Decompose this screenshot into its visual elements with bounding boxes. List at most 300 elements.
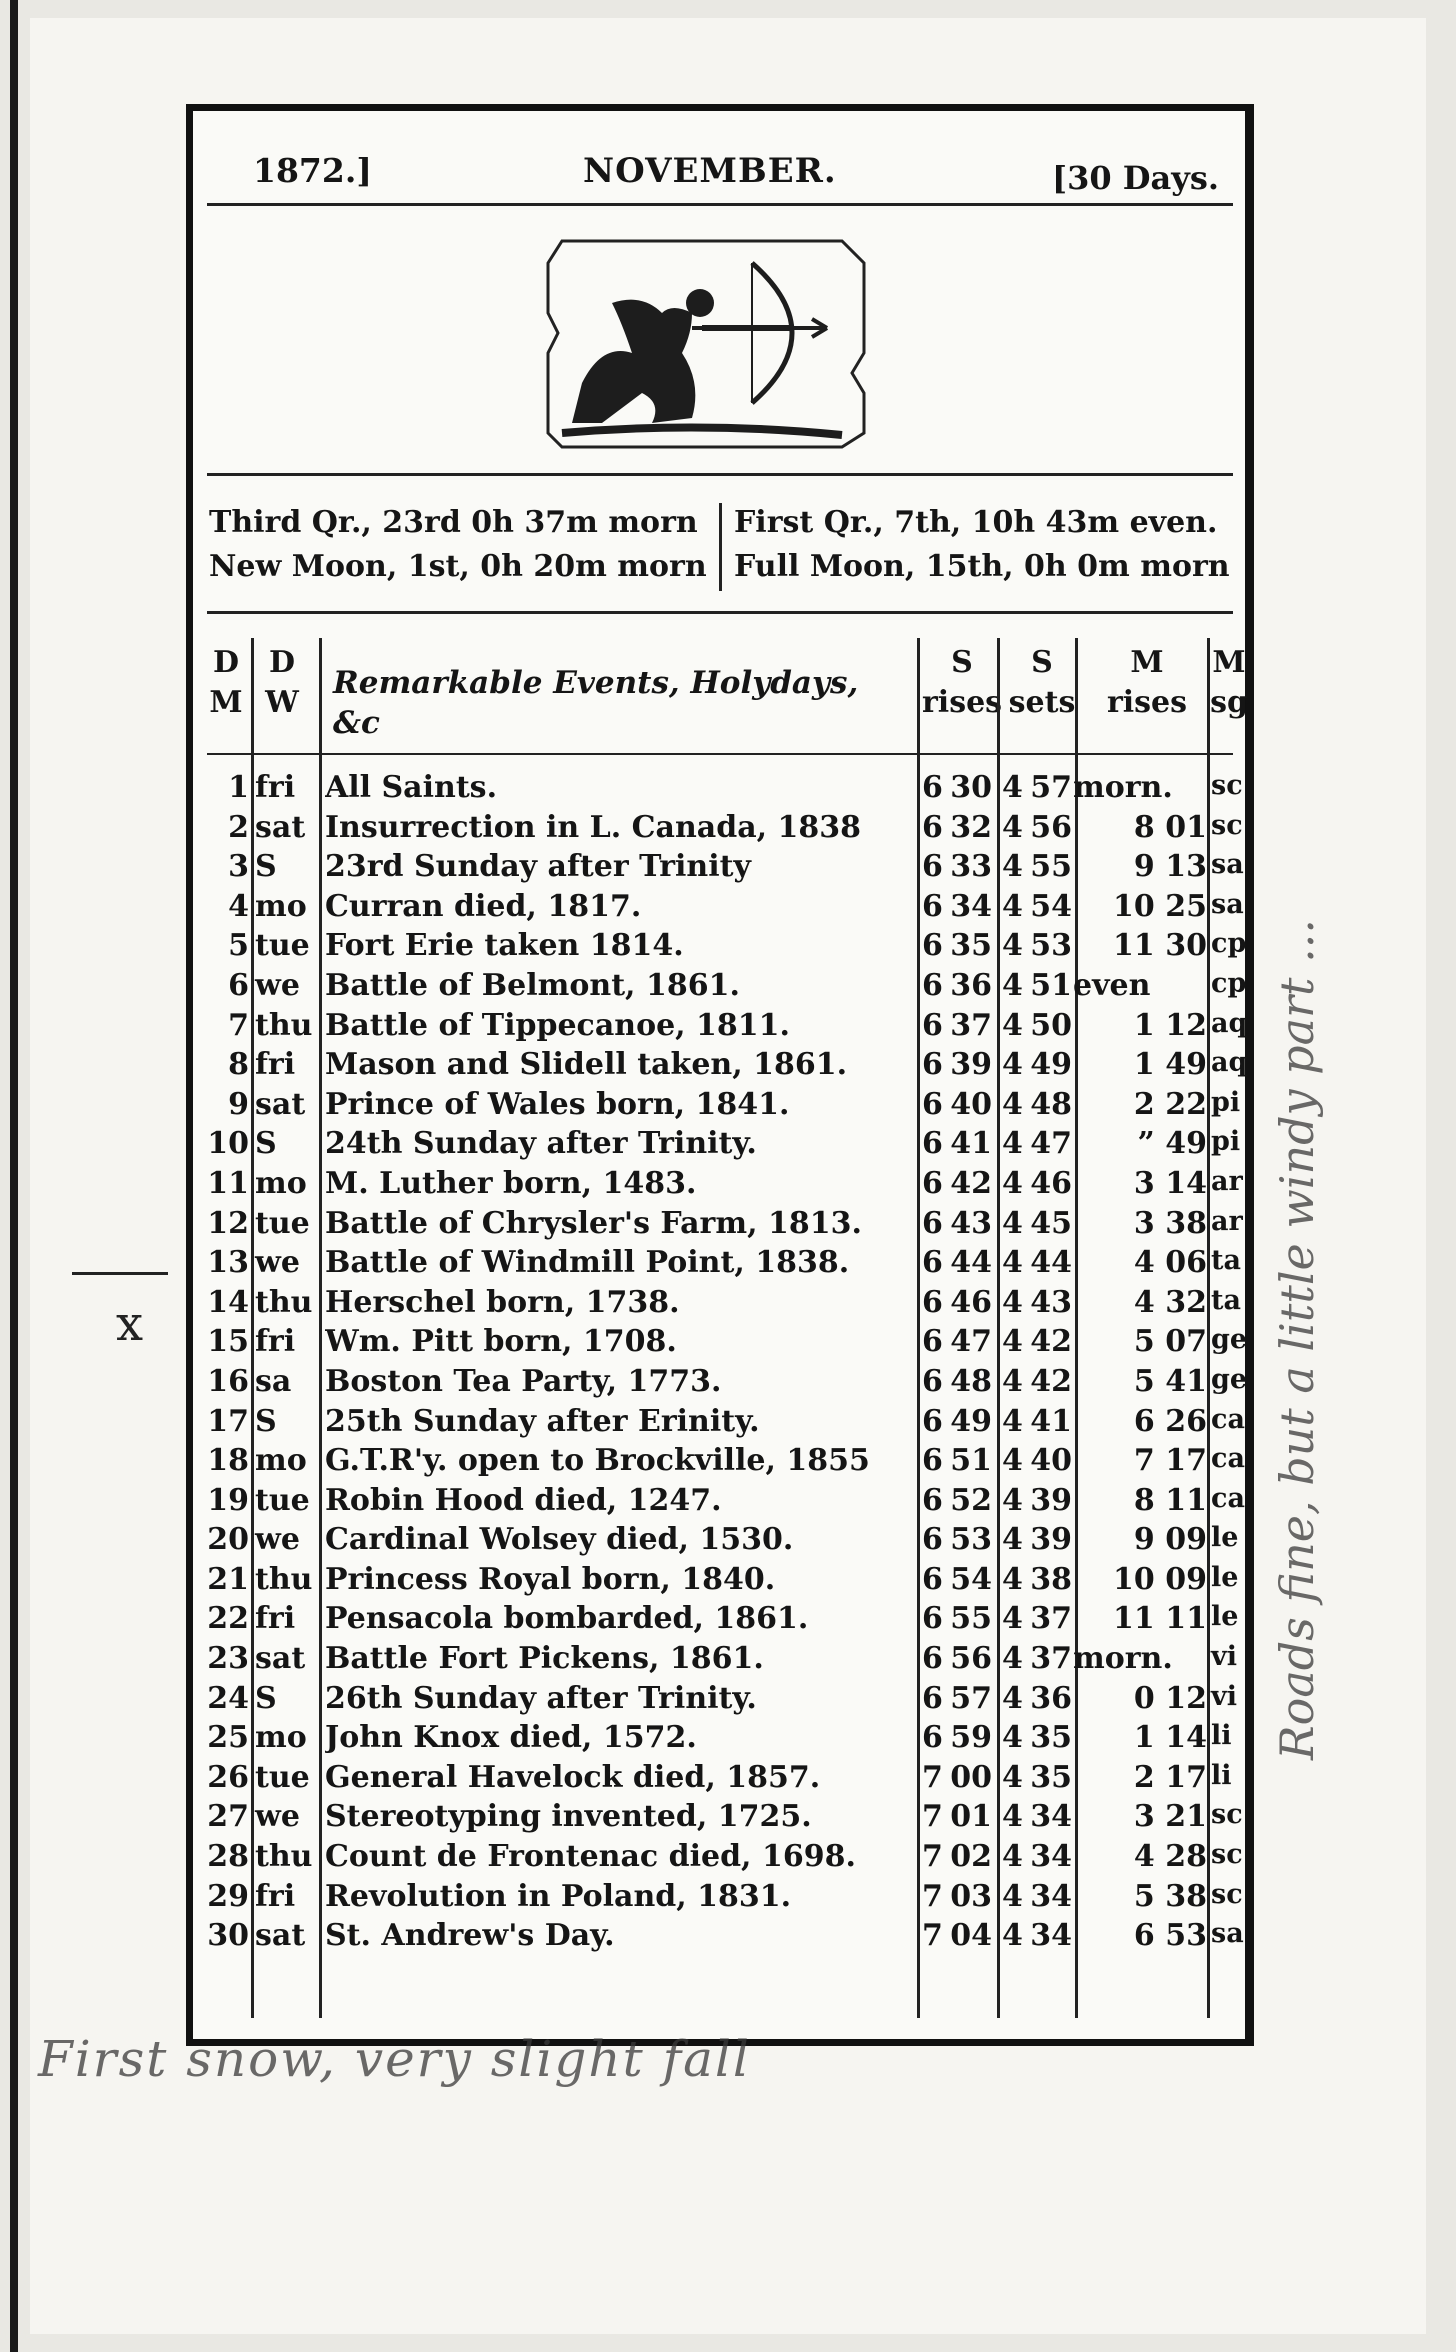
day-of-week: S (255, 1680, 277, 1716)
moon-sign: sc (1211, 809, 1243, 841)
sun-set-hour: 4 (1002, 1680, 1023, 1716)
phase-new-moon: New Moon, 1st, 0h 20m morn (209, 549, 707, 584)
day-of-month: 3 (228, 849, 249, 885)
sun-rise-minute: 39 (950, 1047, 992, 1083)
sun-set-hour: 4 (1002, 1918, 1023, 1954)
event-text: Battle of Tippecanoe, 1811. (325, 1007, 790, 1043)
moon-rise: 3 38 (1133, 1205, 1207, 1241)
day-of-month: 4 (228, 888, 249, 924)
sun-set-hour: 4 (1002, 809, 1023, 845)
day-of-month: 22 (207, 1601, 249, 1637)
day-of-week: we (255, 1522, 300, 1558)
event-text: M. Luther born, 1483. (325, 1165, 697, 1201)
moon-sign: sc (1211, 1878, 1243, 1910)
moon-sign: ca (1211, 1482, 1245, 1514)
sun-set-minute: 41 (1030, 1403, 1072, 1439)
moon-sign: li (1211, 1759, 1232, 1791)
day-of-week: we (255, 1799, 300, 1835)
sun-set-minute: 42 (1030, 1324, 1072, 1360)
day-of-month: 5 (228, 928, 249, 964)
day-of-month: 21 (207, 1561, 249, 1597)
event-text: Cardinal Wolsey died, 1530. (325, 1522, 794, 1558)
sun-set-minute: 50 (1030, 1007, 1072, 1043)
event-text: Revolution in Poland, 1831. (325, 1878, 792, 1914)
day-of-week: we (255, 1245, 300, 1281)
calendar-row (207, 1520, 1239, 1560)
day-of-month: 24 (207, 1680, 249, 1716)
moon-sign: ca (1211, 1403, 1245, 1435)
header-days: [30 Days. (1051, 159, 1219, 197)
sun-set-hour: 4 (1002, 1047, 1023, 1083)
calendar-rows (207, 768, 1248, 1956)
moon-sign: cp (1211, 928, 1247, 960)
event-text: Curran died, 1817. (325, 888, 642, 924)
sun-set-hour: 4 (1002, 1165, 1023, 1201)
day-of-week: tue (255, 1205, 310, 1241)
sun-set-hour: 4 (1002, 1086, 1023, 1122)
day-of-week: sat (255, 1641, 306, 1677)
event-text: Battle of Belmont, 1861. (325, 967, 740, 1003)
sun-rise-minute: 48 (950, 1363, 992, 1399)
day-of-month: 26 (207, 1759, 249, 1795)
sun-rise-minute: 59 (950, 1720, 992, 1756)
moon-phases-left (209, 501, 715, 589)
moon-sign: cp (1211, 967, 1247, 999)
moon-rise: 1 49 (1133, 1047, 1207, 1083)
moon-phases-right (734, 501, 1230, 589)
event-text: 26th Sunday after Trinity. (325, 1680, 757, 1716)
calendar-row (207, 1045, 1248, 1085)
event-text: Battle of Chrysler's Farm, 1813. (325, 1205, 862, 1241)
calendar-row (207, 1204, 1243, 1244)
moon-rise: 10 25 (1113, 888, 1207, 924)
day-of-month: 29 (207, 1878, 249, 1914)
sun-rise-minute: 54 (950, 1561, 992, 1597)
moon-rise: 4 06 (1133, 1245, 1207, 1281)
day-of-week: tue (255, 1759, 310, 1795)
sun-rise-minute: 33 (950, 849, 992, 885)
sun-rise-hour: 6 (922, 1641, 943, 1677)
calendar-row (207, 1164, 1243, 1204)
moon-sign: le (1211, 1522, 1239, 1554)
sun-rise-minute: 03 (950, 1878, 992, 1914)
day-of-month: 23 (207, 1641, 249, 1677)
sun-set-minute: 43 (1030, 1284, 1072, 1320)
sun-set-minute: 39 (1030, 1522, 1072, 1558)
sun-rise-minute: 00 (950, 1759, 992, 1795)
event-text: Battle of Windmill Point, 1838. (325, 1245, 850, 1281)
calendar-row (207, 1481, 1245, 1521)
event-text: Mason and Slidell taken, 1861. (325, 1047, 848, 1083)
moon-rise: 8 01 (1133, 809, 1207, 845)
moon-rise: 7 17 (1133, 1443, 1207, 1479)
day-of-week: mo (255, 888, 307, 924)
day-of-month: 18 (207, 1443, 249, 1479)
moon-sign: ca (1211, 1443, 1245, 1475)
moon-rise: morn. (1073, 1641, 1173, 1677)
sun-set-minute: 38 (1030, 1561, 1072, 1597)
sun-rise-hour: 6 (922, 1324, 943, 1360)
sun-rise-hour: 7 (922, 1839, 943, 1875)
calendar-row (207, 1362, 1248, 1402)
calendar-row (207, 1560, 1239, 1600)
sun-rise-minute: 40 (950, 1086, 992, 1122)
sun-rise-hour: 7 (922, 1759, 943, 1795)
sun-set-hour: 4 (1002, 1601, 1023, 1637)
moon-rise: 9 13 (1133, 849, 1207, 885)
calendar-row (207, 1006, 1248, 1046)
event-text: Fort Erie taken 1814. (325, 928, 684, 964)
sun-rise-minute: 37 (950, 1007, 992, 1043)
sun-rise-minute: 30 (950, 770, 992, 805)
sun-rise-hour: 7 (922, 1918, 943, 1954)
calendar-row (207, 1599, 1239, 1639)
sun-set-hour: 4 (1002, 1720, 1023, 1756)
col-head-sun-sets: S sets (1008, 645, 1076, 720)
sun-rise-hour: 6 (922, 809, 943, 845)
calendar-row (207, 768, 1243, 808)
calendar-row (207, 926, 1247, 966)
event-text: 25th Sunday after Erinity. (325, 1403, 760, 1439)
day-of-month: 30 (207, 1918, 249, 1954)
calendar-row (207, 1837, 1243, 1877)
event-text: All Saints. (325, 770, 498, 805)
moon-rise: 6 53 (1133, 1918, 1207, 1954)
sun-rise-hour: 6 (922, 1205, 943, 1241)
day-of-week: sat (255, 1086, 306, 1122)
sun-rise-minute: 49 (950, 1403, 992, 1439)
sun-set-minute: 36 (1030, 1680, 1072, 1716)
sun-rise-hour: 7 (922, 1878, 943, 1914)
sun-rise-minute: 04 (950, 1918, 992, 1954)
sun-set-hour: 4 (1002, 1561, 1023, 1597)
moon-rise: 9 09 (1133, 1522, 1207, 1558)
moon-rise: 2 22 (1133, 1086, 1207, 1122)
sun-rise-minute: 53 (950, 1522, 992, 1558)
day-of-month: 16 (207, 1363, 249, 1399)
day-of-week: fri (255, 1324, 296, 1360)
day-of-month: 8 (228, 1047, 249, 1083)
sun-set-hour: 4 (1002, 1641, 1023, 1677)
sun-rise-hour: 6 (922, 1601, 943, 1637)
event-text: Stereotyping invented, 1725. (325, 1799, 812, 1835)
moon-rise: 3 21 (1133, 1799, 1207, 1835)
day-of-week: fri (255, 1047, 296, 1083)
moon-rise: 4 28 (1133, 1839, 1207, 1875)
col-head-moon-sign: M sg (1210, 645, 1248, 720)
sun-rise-minute: 47 (950, 1324, 992, 1360)
moon-rise: even (1073, 967, 1151, 1003)
sun-rise-hour: 7 (922, 1799, 943, 1835)
sun-set-hour: 4 (1002, 849, 1023, 885)
sun-rise-minute: 35 (950, 928, 992, 964)
day-of-month: 25 (207, 1720, 249, 1756)
sun-set-hour: 4 (1002, 1482, 1023, 1518)
moon-sign: sa (1211, 849, 1244, 881)
sun-rise-minute: 46 (950, 1284, 992, 1320)
calendar-row (207, 1916, 1244, 1956)
moon-sign: sc (1211, 770, 1243, 801)
moon-rise: morn. (1073, 770, 1173, 805)
day-of-week: thu (255, 1839, 313, 1875)
day-of-week: mo (255, 1720, 307, 1756)
sun-set-hour: 4 (1002, 1759, 1023, 1795)
moon-sign: ta (1211, 1284, 1241, 1316)
day-of-week: fri (255, 1601, 296, 1637)
handwritten-note-bottom: First snow, very slight fall (38, 2030, 751, 2088)
sun-rise-hour: 6 (922, 1443, 943, 1479)
header-year: 1872.] (253, 151, 372, 190)
moon-rise: 4 32 (1133, 1284, 1207, 1320)
sun-set-hour: 4 (1002, 1878, 1023, 1914)
sun-rise-hour: 6 (922, 1284, 943, 1320)
sun-set-minute: 35 (1030, 1759, 1072, 1795)
sun-rise-minute: 56 (950, 1641, 992, 1677)
sun-set-minute: 49 (1030, 1047, 1072, 1083)
sun-rise-hour: 6 (922, 1720, 943, 1756)
sun-set-minute: 57 (1030, 770, 1072, 805)
sun-set-hour: 4 (1002, 967, 1023, 1003)
moon-sign: ge (1211, 1363, 1248, 1395)
sun-set-minute: 44 (1030, 1245, 1072, 1281)
sun-rise-hour: 6 (922, 967, 943, 1003)
moon-sign: sc (1211, 1839, 1243, 1871)
calendar-row (207, 1441, 1245, 1481)
col-head-day-of-week: D W (265, 645, 299, 720)
sun-rise-minute: 01 (950, 1799, 992, 1835)
day-of-month: 11 (207, 1165, 249, 1201)
day-of-week: S (255, 1403, 277, 1439)
event-text: Pensacola bombarded, 1861. (325, 1601, 809, 1637)
calendar-row (207, 1797, 1243, 1837)
moon-phases (207, 493, 1233, 601)
moon-rise: 5 07 (1133, 1324, 1207, 1360)
sun-set-hour: 4 (1002, 1205, 1023, 1241)
event-text: Count de Frontenac died, 1698. (325, 1839, 856, 1875)
sun-set-hour: 4 (1002, 1245, 1023, 1281)
calendar-row (207, 1283, 1241, 1323)
day-of-week: sat (255, 1918, 306, 1954)
day-of-month: 9 (228, 1086, 249, 1122)
calendar-row (207, 1718, 1233, 1758)
moon-sign: vi (1211, 1641, 1237, 1673)
sun-set-minute: 37 (1030, 1641, 1072, 1677)
sun-set-minute: 42 (1030, 1363, 1072, 1399)
day-of-week: tue (255, 1482, 310, 1518)
sun-rise-hour: 6 (922, 1086, 943, 1122)
moon-sign: aq (1211, 1047, 1248, 1079)
event-text: St. Andrew's Day. (325, 1918, 615, 1954)
sun-set-hour: 4 (1002, 928, 1023, 964)
sun-set-hour: 4 (1002, 1324, 1023, 1360)
day-of-week: fri (255, 1878, 296, 1914)
event-text: 24th Sunday after Trinity. (325, 1126, 757, 1162)
col-head-moon-rises: M rises (1106, 645, 1188, 720)
sun-set-minute: 51 (1030, 967, 1072, 1003)
margin-pencil-line (72, 1272, 168, 1275)
sun-rise-minute: 02 (950, 1839, 992, 1875)
day-of-month: 15 (207, 1324, 249, 1360)
day-of-month: 17 (207, 1403, 249, 1439)
margin-pencil-mark: x (116, 1296, 144, 1352)
sun-rise-hour: 6 (922, 928, 943, 964)
sun-rise-minute: 57 (950, 1680, 992, 1716)
sun-rise-hour: 6 (922, 888, 943, 924)
sun-rise-hour: 6 (922, 1165, 943, 1201)
header-rule (207, 203, 1233, 206)
moon-rise: 1 14 (1133, 1720, 1207, 1756)
col-head-day-of-month: D M (209, 645, 243, 720)
calendar-row (207, 887, 1244, 927)
sun-rise-hour: 6 (922, 849, 943, 885)
sun-rise-hour: 6 (922, 1561, 943, 1597)
sun-rise-hour: 6 (922, 1403, 943, 1439)
sun-set-minute: 34 (1030, 1918, 1072, 1954)
day-of-month: 1 (228, 770, 249, 805)
day-of-month: 19 (207, 1482, 249, 1518)
moon-rise: 5 41 (1133, 1363, 1207, 1399)
moon-sign: le (1211, 1601, 1239, 1633)
event-text: John Knox died, 1572. (325, 1720, 697, 1756)
moon-rise: 5 38 (1133, 1878, 1207, 1914)
sun-set-minute: 48 (1030, 1086, 1072, 1122)
moon-sign: sa (1211, 1918, 1244, 1950)
sun-set-hour: 4 (1002, 1363, 1023, 1399)
sun-set-hour: 4 (1002, 1443, 1023, 1479)
calendar-row (207, 1322, 1248, 1362)
day-of-month: 10 (207, 1126, 249, 1162)
event-text: Insurrection in L. Canada, 1838 (325, 809, 862, 845)
day-of-month: 13 (207, 1245, 249, 1281)
sun-rise-hour: 6 (922, 1245, 943, 1281)
moon-sign: sc (1211, 1799, 1243, 1831)
sun-rise-minute: 36 (950, 967, 992, 1003)
sun-set-minute: 34 (1030, 1799, 1072, 1835)
day-of-week: sa (255, 1363, 292, 1399)
day-of-month: 28 (207, 1839, 249, 1875)
handwritten-note-side: Roads fine, but a little windy part ... (1270, 919, 1324, 1760)
moon-rise: 3 14 (1133, 1165, 1207, 1201)
sun-rise-minute: 52 (950, 1482, 992, 1518)
event-text: Princess Royal born, 1840. (325, 1561, 776, 1597)
day-of-week: fri (255, 770, 296, 805)
sun-set-hour: 4 (1002, 1839, 1023, 1875)
sun-rise-hour: 6 (922, 1522, 943, 1558)
sun-rise-minute: 42 (950, 1165, 992, 1201)
sun-set-minute: 46 (1030, 1165, 1072, 1201)
moon-sign: ge (1211, 1324, 1248, 1356)
moon-sign: sa (1211, 888, 1244, 920)
day-of-week: sat (255, 809, 306, 845)
day-of-week: we (255, 967, 300, 1003)
moon-rise: 8 11 (1133, 1482, 1207, 1518)
calendar-row (207, 847, 1244, 887)
calendar-row (207, 1639, 1237, 1679)
sun-rise-hour: 6 (922, 1126, 943, 1162)
sun-rise-minute: 41 (950, 1126, 992, 1162)
calendar-row (207, 966, 1247, 1006)
sun-set-hour: 4 (1002, 1403, 1023, 1439)
moon-rise: 11 30 (1113, 928, 1207, 964)
moon-rise: 11 11 (1113, 1601, 1207, 1637)
moon-sign: ta (1211, 1245, 1241, 1277)
moon-sign: li (1211, 1720, 1232, 1752)
moon-sign: pi (1211, 1086, 1241, 1118)
moon-rise: 2 17 (1133, 1759, 1207, 1795)
calendar-row (207, 1402, 1245, 1442)
day-of-month: 20 (207, 1522, 249, 1558)
sun-rise-minute: 55 (950, 1601, 992, 1637)
sun-set-minute: 45 (1030, 1205, 1072, 1241)
moon-sign: vi (1211, 1680, 1237, 1712)
sun-set-minute: 54 (1030, 888, 1072, 924)
moon-rise: ” 49 (1137, 1126, 1207, 1162)
sun-rise-hour: 6 (922, 1363, 943, 1399)
day-of-month: 27 (207, 1799, 249, 1835)
event-text: General Havelock died, 1857. (325, 1759, 821, 1795)
moon-rise: 6 26 (1133, 1403, 1207, 1439)
day-of-week: thu (255, 1007, 313, 1043)
sun-rise-minute: 32 (950, 809, 992, 845)
calendar-row (207, 1758, 1233, 1798)
phase-third-quarter: Third Qr., 23rd 0h 37m morn (209, 505, 698, 540)
day-of-week: mo (255, 1443, 307, 1479)
event-text: 23rd Sunday after Trinity (325, 849, 751, 885)
day-of-week: thu (255, 1284, 313, 1320)
phase-first-quarter: First Qr., 7th, 10h 43m even. (734, 505, 1218, 540)
sun-set-hour: 4 (1002, 888, 1023, 924)
day-of-week: thu (255, 1561, 313, 1597)
calendar-row (207, 1085, 1241, 1125)
header-month: NOVEMBER. (583, 151, 837, 191)
sagittarius-archer-icon (542, 233, 872, 453)
moon-sign: pi (1211, 1126, 1241, 1158)
moon-sign: ar (1211, 1165, 1243, 1197)
calendar-row (207, 1679, 1237, 1719)
moon-rise: 10 09 (1113, 1561, 1207, 1597)
sun-set-minute: 47 (1030, 1126, 1072, 1162)
sun-set-minute: 37 (1030, 1601, 1072, 1637)
sun-set-minute: 35 (1030, 1720, 1072, 1756)
day-of-month: 2 (228, 809, 249, 845)
calendar-row (207, 1877, 1243, 1917)
sun-set-minute: 40 (1030, 1443, 1072, 1479)
calendar-row (207, 1243, 1241, 1283)
sun-set-minute: 34 (1030, 1839, 1072, 1875)
col-head-sun-rises: S rises (922, 645, 1003, 720)
sun-rise-hour: 6 (922, 1482, 943, 1518)
sun-rise-minute: 34 (950, 888, 992, 924)
moon-sign: aq (1211, 1007, 1248, 1039)
sun-set-hour: 4 (1002, 1799, 1023, 1835)
sun-set-hour: 4 (1002, 1007, 1023, 1043)
sun-set-minute: 55 (1030, 849, 1072, 885)
emblem-rule (207, 473, 1233, 476)
book-spine (10, 0, 18, 2352)
event-text: Prince of Wales born, 1841. (325, 1086, 790, 1122)
day-of-month: 6 (228, 967, 249, 1003)
event-text: Robin Hood died, 1247. (325, 1482, 722, 1518)
moon-sign: ar (1211, 1205, 1243, 1237)
phases-rule (207, 611, 1233, 614)
sun-rise-minute: 43 (950, 1205, 992, 1241)
day-of-month: 12 (207, 1205, 249, 1241)
sun-set-minute: 34 (1030, 1878, 1072, 1914)
sun-set-minute: 56 (1030, 809, 1072, 845)
event-text: Herschel born, 1738. (325, 1284, 680, 1320)
day-of-week: S (255, 1126, 277, 1162)
event-text: Boston Tea Party, 1773. (325, 1363, 722, 1399)
